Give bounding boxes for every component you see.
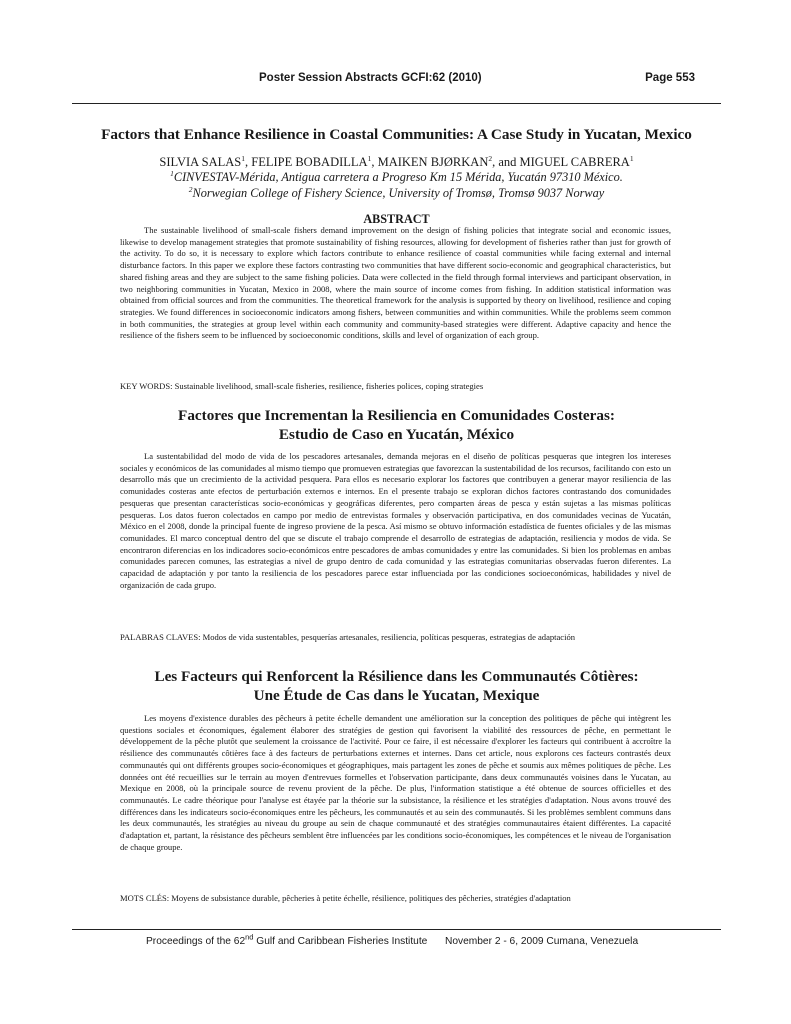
header-page-number: Page 553	[645, 72, 695, 84]
spanish-title-line-1: Factores que Incrementan la Resiliencia en Comunidades Costeras:	[178, 407, 615, 424]
affiliation-text: Norwegian College of Fishery Science, University of Tromsø, Tromsø 9037 Norway	[192, 186, 605, 200]
running-header	[0, 72, 791, 92]
header-journal: Poster Session Abstracts GCFI:62 (2010)	[259, 72, 482, 84]
affiliation-1	[72, 170, 721, 185]
english-title: Factors that Enhance Resilience in Coastal Communities: A Case Study in Yucatan, Mexico	[101, 126, 692, 143]
affiliation-mark: 2	[188, 184, 193, 194]
footer-proceedings-text: Proceedings of the 62	[146, 936, 246, 947]
affiliation-text: CINVESTAV-Mérida, Antigua carretera a Progreso Km 15 Mérida, Yucatán 97310 México.	[173, 170, 623, 184]
author-name: , MAIKEN BJØRKAN	[371, 155, 489, 169]
footer-date-location: November 2 - 6, 2009 Cumana, Venezuela	[445, 936, 639, 947]
footer-proceedings-text: Gulf and Caribbean Fisheries Institute	[253, 936, 428, 947]
author-affil-mark: 1	[367, 153, 372, 163]
spanish-abstract: La sustentabilidad del modo de vida de los pescadores artesanales, demanda mejoras en el diseño de políticas pesqueras que integren los intereses sociales y económicos de las comunidades al mismo tiempo que promueven estrategias que favorezcan la sustentabilidad de los recursos, facilitando con esto un desarrollo más que un crecimiento de la actividad pesquera. Para ellos es necesario explorar los factores que contribuyen a generar mayor resiliencia de las comunidades costeras ante efectos de perturbación externos e internos. En el presente trabajo se exploran dichos factores contrastando dos comunidades pesqueras que presentan características socio-económicas y geográficas diferentes, pero comparten áreas de pesca y están sujetas a las mismas políticas pesqueras. Los datos fueron colectados en campo por medio de entrevistas formales y observación participativa, en dos comunidades vecinas de Yucatán, México en el 2008, donde la principal fuente de ingreso proviene de la pesca. Así mismo se obtuvo información estadística de fuentes oficiales y de las mismas comunidades. El marco conceptual dentro del que se discute el trabajo comprende el desarrollo de estrategias de adaptación, resiliencia y modos de vida. Se encontraron diferencias en los indicadores socio-económicos entre pescadores de ambas comunidades y entre las comunidades. Si bien los problemas en ambas comunidades parecen comunes, las estrategias a nivel de grupo dentro de cada comunidad y las estrategias comunitarias observadas fueron diferentes. La capacidad de adaptación y por tanto la resiliencia de los pescadores parece estar influenciada por las condiciones socioeconómicas, habilidades y nivel de organización de cada grupo.	[120, 451, 671, 590]
footer-proceedings	[146, 932, 428, 947]
spanish-title	[72, 406, 721, 444]
author-affil-mark: 1	[629, 153, 634, 163]
affiliation-mark: 1	[170, 168, 174, 178]
author-list	[72, 155, 721, 169]
abstract-heading: ABSTRACT	[363, 212, 430, 226]
french-title	[72, 667, 721, 705]
footer-rule	[72, 929, 721, 930]
author-name: SILVIA SALAS	[159, 155, 242, 169]
footer-ordinal: nd	[245, 932, 254, 942]
spanish-title-line-2: Estudio de Caso en Yucatán, México	[278, 426, 515, 443]
author-name: , and MIGUEL CABRERA	[492, 155, 630, 169]
french-abstract: Les moyens d'existence durables des pêcheurs à petite échelle demandent une amélioration sur la conception des politiques de pêche qui intègrent les questions sociales et économiques, également élaborer des stratégies de gestion qui favorisent la viabilité des ressources de pêche, en permettant le développement de la pêche plutôt que seulement la croissance de l'activité. Pour ce faire, il est nécessaire d'explorer les facteurs qui contribuent à accroître la résilience des communautés côtières face à des facteurs de perturbations externes et internes. Dans cet article, nous explorons ces facteurs contrastés deux communautés qui ont différents groupes socio-économiques et géographiques, mais partagent les zones de pêche et soumis aux mêmes politiques de pêche. Les données ont été recueillies sur le terrain au moyen d'entrevues formelles et l'observation participante, dans deux communautés voisines dans le Yucatan, au Mexique en 2008, où la principale source de revenu provient de la pêche. De plus, l'information statistique a été obtenue de sources officielles et des communautés. Le cadre théorique pour l'analyse est étayée par la théorie sur la subsistance, la résilience et les stratégies d'adaptation. Nous avons trouvé des différences dans les indicateurs socio-économiques entre les pêcheurs, les communautés et au sein des communautés. Si les problèmes semblent communs dans les deux communautés, les stratégies au niveau du groupe au sein de chaque communauté et des stratégies communautaires étaient différentes. La capacité d'adaptation et, partant, la résistance des pêcheurs semblent être influencées par les conditions socio-économiques, les compétences et le niveau de l'organisation de chaque groupe.	[120, 713, 671, 852]
french-keywords: MOTS CLÉS: Moyens de subsistance durable, pêcheries à petite échelle, résilience, politiques des pêcheries, stratégies d'adaptation	[120, 893, 571, 903]
affiliation-2	[72, 186, 721, 201]
english-keywords: KEY WORDS: Sustainable livelihood, small-scale fisheries, resilience, fisheries polices, coping strategies	[120, 381, 484, 391]
english-abstract: The sustainable livelihood of small-scale fishers demand improvement on the design of fishing policies that integrate social and economic issues, likewise to develop management strategies that promote sustainability of fishing resources, allowing for development of fisheries rather than just for growth of the activity. To do so, it is necessary to explore which factors contribute to enhance resilience of coastal communities while facing external and internal disturbance factors. In this paper we explore these factors contrasting two communities that have different socio-economic and geographical characteristics, but shared fishing areas and they are subject to the same fishing policies. Data were collected in the field through formal interviews and participant observation, in two neighboring communities in Yucatan, Mexico in 2008, where the main source of income comes from fishing. In addition statistical information was obtained from official sources and from the communities. The theoretical framework for the analysis is supported by theory on livelihood, resilience and coping strategies. We found differences in socioeconomic indicators among fishers, between communities and within communities. While the problems seem common in both communities, the strategies at group level within each community and community-based strategies were different. Adaptive capacity and hence the resilience of the fishers seem to be influenced by socioeconomic conditions, skills and level of organization of each group.	[120, 225, 671, 341]
french-title-line-1: Les Facteurs qui Renforcent la Résilience dans les Communautés Côtières:	[154, 668, 639, 685]
french-title-line-2: Une Étude de Cas dans le Yucatan, Mexique	[253, 687, 540, 704]
author-name: , FELIPE BOBADILLA	[245, 155, 368, 169]
author-affil-mark: 1	[241, 153, 245, 163]
author-affil-mark: 2	[488, 153, 493, 163]
spanish-keywords: PALABRAS CLAVES: Modos de vida sustentables, pesquerías artesanales, resiliencia, políticas pesqueras, estrategias de adaptación	[120, 632, 576, 642]
header-rule	[72, 103, 721, 104]
